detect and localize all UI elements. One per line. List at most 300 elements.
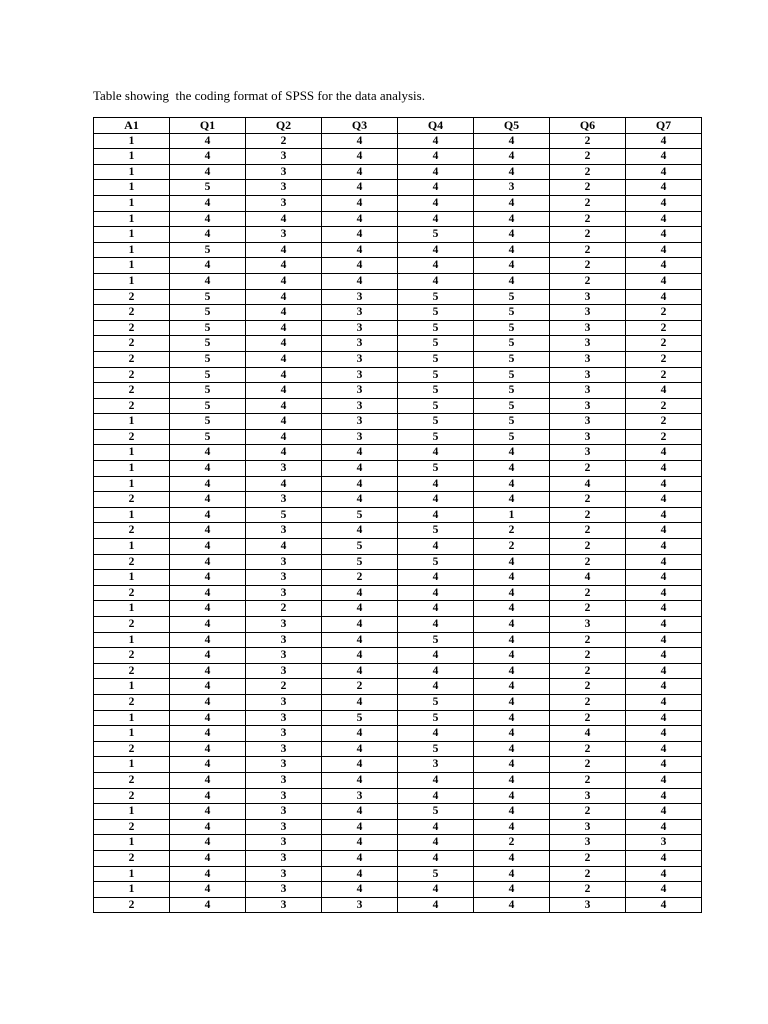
table-cell: 2 [94, 897, 170, 913]
table-cell: 4 [246, 539, 322, 555]
table-cell: 4 [398, 819, 474, 835]
table-cell: 2 [550, 757, 626, 773]
table-cell: 3 [550, 351, 626, 367]
table-cell: 4 [398, 570, 474, 586]
column-header-q2: Q2 [246, 118, 322, 134]
table-cell: 2 [94, 585, 170, 601]
table-cell: 3 [550, 336, 626, 352]
table-cell: 2 [94, 305, 170, 321]
table-cell: 4 [474, 585, 550, 601]
table-cell: 2 [550, 492, 626, 508]
table-cell: 4 [626, 539, 702, 555]
table-cell: 3 [550, 835, 626, 851]
table-cell: 4 [626, 882, 702, 898]
table-cell: 4 [626, 476, 702, 492]
table-cell: 4 [246, 273, 322, 289]
table-cell: 2 [246, 133, 322, 149]
table-cell: 4 [626, 133, 702, 149]
table-cell: 3 [550, 367, 626, 383]
table-cell: 4 [398, 476, 474, 492]
table-cell: 5 [398, 289, 474, 305]
table-row [94, 866, 702, 882]
table-cell: 2 [550, 461, 626, 477]
table-cell: 4 [626, 866, 702, 882]
table-cell: 4 [626, 663, 702, 679]
table-cell: 3 [246, 648, 322, 664]
table-cell: 5 [398, 227, 474, 243]
table-row [94, 663, 702, 679]
table-row [94, 850, 702, 866]
table-cell: 3 [246, 632, 322, 648]
table-cell: 5 [398, 367, 474, 383]
table-cell: 1 [94, 866, 170, 882]
table-cell: 2 [94, 788, 170, 804]
table-cell: 4 [474, 866, 550, 882]
table-cell: 4 [170, 227, 246, 243]
column-header-q1: Q1 [170, 118, 246, 134]
table-cell: 2 [94, 741, 170, 757]
table-row [94, 694, 702, 710]
table-cell: 4 [322, 133, 398, 149]
table-cell: 3 [246, 741, 322, 757]
spss-coding-table [93, 117, 702, 913]
table-row [94, 476, 702, 492]
table-cell: 2 [94, 663, 170, 679]
table-cell: 2 [94, 694, 170, 710]
table-cell: 4 [626, 195, 702, 211]
table-cell: 2 [94, 383, 170, 399]
table-cell: 3 [246, 570, 322, 586]
table-cell: 4 [170, 819, 246, 835]
table-cell: 4 [626, 164, 702, 180]
table-row [94, 679, 702, 695]
table-cell: 2 [550, 242, 626, 258]
table-cell: 4 [626, 554, 702, 570]
table-cell: 2 [94, 336, 170, 352]
table-cell: 4 [170, 710, 246, 726]
table-cell: 2 [626, 414, 702, 430]
table-cell: 4 [398, 882, 474, 898]
table-cell: 4 [322, 835, 398, 851]
table-row [94, 710, 702, 726]
table-cell: 4 [474, 741, 550, 757]
table-row [94, 741, 702, 757]
table-cell: 2 [94, 289, 170, 305]
table-cell: 2 [550, 211, 626, 227]
table-cell: 4 [246, 383, 322, 399]
table-cell: 4 [246, 429, 322, 445]
table-cell: 4 [246, 289, 322, 305]
table-cell: 5 [170, 305, 246, 321]
table-cell: 3 [246, 850, 322, 866]
table-cell: 4 [246, 351, 322, 367]
table-cell: 4 [322, 882, 398, 898]
table-cell: 4 [398, 539, 474, 555]
table-cell: 5 [474, 336, 550, 352]
table-row [94, 273, 702, 289]
table-cell: 4 [398, 258, 474, 274]
table-cell: 4 [170, 804, 246, 820]
table-row [94, 772, 702, 788]
table-cell: 3 [246, 554, 322, 570]
table-cell: 2 [550, 507, 626, 523]
table-cell: 3 [246, 663, 322, 679]
table-cell: 4 [398, 180, 474, 196]
table-cell: 1 [94, 804, 170, 820]
table-cell: 3 [550, 445, 626, 461]
table-cell: 4 [550, 476, 626, 492]
table-cell: 4 [626, 601, 702, 617]
table-cell: 4 [626, 726, 702, 742]
table-cell: 3 [246, 726, 322, 742]
table-cell: 1 [94, 539, 170, 555]
table-cell: 3 [550, 819, 626, 835]
table-cell: 2 [474, 835, 550, 851]
table-cell: 3 [322, 788, 398, 804]
table-cell: 2 [550, 227, 626, 243]
table-cell: 5 [170, 320, 246, 336]
table-cell: 2 [550, 679, 626, 695]
table-cell: 4 [398, 897, 474, 913]
table-cell: 4 [550, 570, 626, 586]
table-cell: 2 [550, 523, 626, 539]
table-cell: 4 [474, 648, 550, 664]
table-cell: 4 [474, 679, 550, 695]
table-cell: 4 [626, 242, 702, 258]
table-cell: 1 [94, 476, 170, 492]
table-cell: 1 [94, 461, 170, 477]
table-row [94, 149, 702, 165]
table-cell: 2 [94, 772, 170, 788]
table-cell: 4 [398, 149, 474, 165]
table-cell: 4 [170, 741, 246, 757]
table-cell: 2 [626, 305, 702, 321]
table-cell: 4 [398, 663, 474, 679]
table-cell: 5 [170, 242, 246, 258]
table-cell: 4 [398, 726, 474, 742]
table-cell: 3 [550, 398, 626, 414]
table-cell: 2 [550, 539, 626, 555]
table-cell: 5 [398, 741, 474, 757]
table-body [94, 133, 702, 913]
table-cell: 1 [94, 195, 170, 211]
table-cell: 1 [94, 273, 170, 289]
table-row [94, 320, 702, 336]
table-cell: 2 [550, 585, 626, 601]
column-header-q3: Q3 [322, 118, 398, 134]
table-cell: 4 [322, 648, 398, 664]
table-cell: 4 [398, 133, 474, 149]
table-cell: 4 [322, 601, 398, 617]
table-cell: 4 [398, 679, 474, 695]
table-cell: 5 [398, 804, 474, 820]
table-cell: 4 [474, 476, 550, 492]
table-cell: 4 [474, 195, 550, 211]
table-cell: 1 [94, 149, 170, 165]
column-header-a1: A1 [94, 118, 170, 134]
table-cell: 1 [94, 835, 170, 851]
table-cell: 4 [474, 554, 550, 570]
table-cell: 1 [94, 180, 170, 196]
table-cell: 3 [322, 305, 398, 321]
table-cell: 4 [398, 788, 474, 804]
table-cell: 2 [550, 554, 626, 570]
table-cell: 4 [474, 601, 550, 617]
table-cell: 3 [550, 414, 626, 430]
table-cell: 4 [550, 726, 626, 742]
table-cell: 3 [550, 429, 626, 445]
table-cell: 3 [246, 227, 322, 243]
table-cell: 3 [246, 835, 322, 851]
table-row [94, 445, 702, 461]
table-cell: 4 [170, 663, 246, 679]
table-cell: 4 [170, 850, 246, 866]
table-cell: 4 [474, 149, 550, 165]
table-cell: 3 [246, 585, 322, 601]
table-cell: 5 [474, 383, 550, 399]
table-row [94, 429, 702, 445]
table-cell: 4 [398, 507, 474, 523]
table-cell: 3 [322, 398, 398, 414]
table-cell: 2 [626, 398, 702, 414]
table-cell: 4 [170, 757, 246, 773]
table-cell: 5 [474, 414, 550, 430]
table-cell: 4 [170, 601, 246, 617]
table-row [94, 757, 702, 773]
table-cell: 5 [398, 461, 474, 477]
table-cell: 2 [94, 850, 170, 866]
column-header-q4: Q4 [398, 118, 474, 134]
table-cell: 4 [170, 554, 246, 570]
table-cell: 3 [246, 866, 322, 882]
table-cell: 4 [170, 632, 246, 648]
table-cell: 4 [322, 242, 398, 258]
table-cell: 3 [550, 383, 626, 399]
table-cell: 4 [474, 772, 550, 788]
table-cell: 5 [398, 336, 474, 352]
table-cell: 3 [322, 351, 398, 367]
table-cell: 4 [170, 882, 246, 898]
table-cell: 4 [398, 492, 474, 508]
table-cell: 4 [246, 211, 322, 227]
table-cell: 5 [170, 398, 246, 414]
table-row [94, 523, 702, 539]
table-cell: 4 [322, 772, 398, 788]
table-cell: 3 [550, 897, 626, 913]
table-cell: 4 [170, 445, 246, 461]
table-cell: 5 [398, 383, 474, 399]
table-cell: 1 [94, 414, 170, 430]
table-cell: 3 [626, 835, 702, 851]
table-row [94, 180, 702, 196]
table-cell: 2 [550, 195, 626, 211]
table-cell: 3 [550, 305, 626, 321]
table-cell: 2 [322, 570, 398, 586]
table-cell: 4 [626, 694, 702, 710]
table-cell: 3 [246, 195, 322, 211]
table-cell: 4 [170, 461, 246, 477]
table-cell: 4 [626, 289, 702, 305]
table-row [94, 882, 702, 898]
table-cell: 4 [398, 850, 474, 866]
table-cell: 4 [398, 617, 474, 633]
table-cell: 2 [94, 398, 170, 414]
table-cell: 2 [550, 741, 626, 757]
table-cell: 5 [322, 539, 398, 555]
table-cell: 4 [626, 710, 702, 726]
table-cell: 4 [322, 211, 398, 227]
table-cell: 3 [322, 336, 398, 352]
table-cell: 3 [246, 617, 322, 633]
table-row [94, 617, 702, 633]
column-header-q5: Q5 [474, 118, 550, 134]
table-cell: 3 [246, 710, 322, 726]
table-cell: 1 [94, 211, 170, 227]
table-cell: 4 [474, 850, 550, 866]
table-cell: 2 [94, 367, 170, 383]
table-cell: 3 [550, 788, 626, 804]
table-cell: 4 [170, 835, 246, 851]
table-cell: 1 [94, 757, 170, 773]
table-cell: 4 [626, 648, 702, 664]
table-cell: 4 [474, 897, 550, 913]
table-cell: 4 [170, 585, 246, 601]
table-cell: 4 [170, 648, 246, 664]
table-cell: 2 [550, 149, 626, 165]
table-cell: 3 [246, 819, 322, 835]
table-cell: 2 [94, 351, 170, 367]
table-cell: 4 [170, 273, 246, 289]
table-cell: 4 [170, 195, 246, 211]
table-row [94, 570, 702, 586]
table-cell: 4 [322, 663, 398, 679]
table-cell: 4 [626, 273, 702, 289]
table-cell: 4 [626, 757, 702, 773]
table-cell: 4 [322, 726, 398, 742]
table-row [94, 227, 702, 243]
table-cell: 4 [626, 507, 702, 523]
table-cell: 4 [626, 445, 702, 461]
table-cell: 4 [246, 367, 322, 383]
table-cell: 1 [94, 726, 170, 742]
table-cell: 4 [398, 648, 474, 664]
table-row [94, 804, 702, 820]
table-cell: 4 [474, 757, 550, 773]
table-cell: 3 [246, 757, 322, 773]
table-cell: 4 [170, 679, 246, 695]
table-row [94, 351, 702, 367]
table-row [94, 835, 702, 851]
table-cell: 2 [550, 772, 626, 788]
table-cell: 4 [474, 133, 550, 149]
table-cell: 5 [398, 632, 474, 648]
table-cell: 3 [246, 492, 322, 508]
table-cell: 4 [626, 788, 702, 804]
table-row [94, 164, 702, 180]
table-cell: 4 [322, 273, 398, 289]
table-cell: 1 [94, 133, 170, 149]
column-header-q7: Q7 [626, 118, 702, 134]
table-row [94, 507, 702, 523]
table-cell: 3 [322, 320, 398, 336]
table-row [94, 289, 702, 305]
table-cell: 4 [322, 476, 398, 492]
table-cell: 4 [474, 445, 550, 461]
table-row [94, 601, 702, 617]
table-cell: 2 [626, 351, 702, 367]
table-cell: 4 [398, 273, 474, 289]
table-cell: 4 [322, 617, 398, 633]
table-cell: 4 [170, 164, 246, 180]
table-cell: 4 [170, 507, 246, 523]
table-cell: 1 [94, 445, 170, 461]
table-cell: 4 [626, 679, 702, 695]
table-cell: 1 [94, 258, 170, 274]
table-cell: 4 [626, 149, 702, 165]
table-cell: 3 [246, 180, 322, 196]
table-cell: 4 [246, 476, 322, 492]
table-cell: 2 [322, 679, 398, 695]
table-cell: 5 [398, 710, 474, 726]
table-cell: 3 [322, 383, 398, 399]
table-cell: 1 [94, 679, 170, 695]
table-cell: 4 [322, 757, 398, 773]
table-cell: 4 [170, 617, 246, 633]
table-cell: 5 [170, 414, 246, 430]
table-cell: 4 [398, 242, 474, 258]
table-cell: 4 [626, 850, 702, 866]
table-cell: 4 [322, 694, 398, 710]
table-row [94, 554, 702, 570]
table-cell: 4 [322, 632, 398, 648]
table-row [94, 539, 702, 555]
table-cell: 5 [322, 554, 398, 570]
table-cell: 5 [170, 383, 246, 399]
table-cell: 4 [626, 617, 702, 633]
table-cell: 5 [398, 414, 474, 430]
table-cell: 4 [170, 133, 246, 149]
table-cell: 3 [322, 429, 398, 445]
table-cell: 4 [626, 741, 702, 757]
table-cell: 4 [246, 414, 322, 430]
table-cell: 3 [398, 757, 474, 773]
table-cell: 5 [398, 523, 474, 539]
table-cell: 5 [170, 180, 246, 196]
table-cell: 5 [474, 351, 550, 367]
table-cell: 2 [94, 617, 170, 633]
table-cell: 4 [474, 804, 550, 820]
table-cell: 4 [398, 195, 474, 211]
table-cell: 4 [322, 227, 398, 243]
table-cell: 5 [398, 554, 474, 570]
table-cell: 5 [322, 710, 398, 726]
table-cell: 3 [246, 897, 322, 913]
table-cell: 4 [398, 211, 474, 227]
table-cell: 4 [626, 570, 702, 586]
table-cell: 4 [474, 882, 550, 898]
table-cell: 1 [94, 710, 170, 726]
table-cell: 4 [474, 632, 550, 648]
table-cell: 2 [94, 554, 170, 570]
table-cell: 4 [322, 492, 398, 508]
table-cell: 4 [246, 242, 322, 258]
table-cell: 3 [322, 897, 398, 913]
table-cell: 3 [246, 523, 322, 539]
table-row [94, 632, 702, 648]
table-row [94, 211, 702, 227]
table-cell: 4 [626, 383, 702, 399]
table-cell: 4 [246, 398, 322, 414]
